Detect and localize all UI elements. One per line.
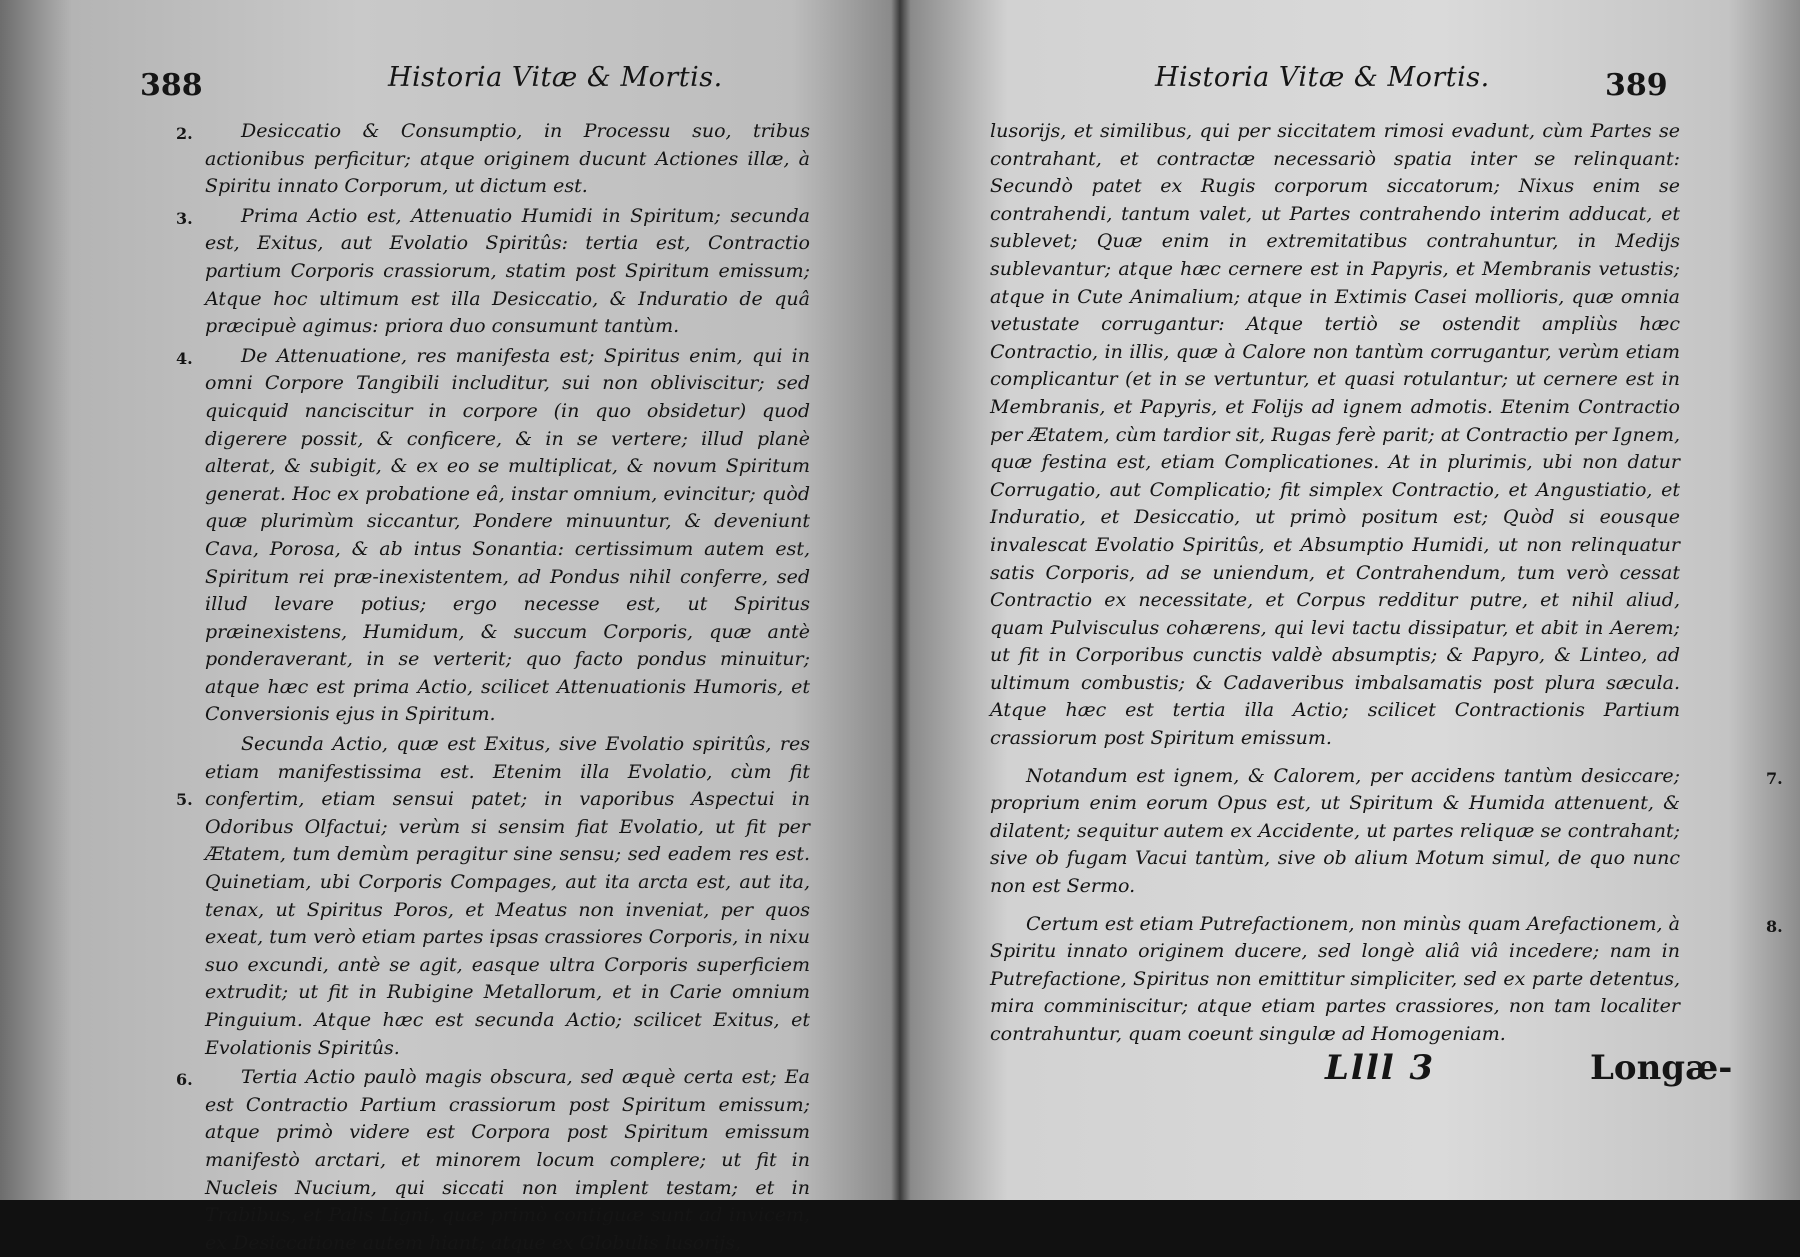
margin-number: 2. xyxy=(176,124,193,143)
margin-number: 4. xyxy=(176,348,193,368)
left-page xyxy=(0,0,895,1254)
right-page xyxy=(905,0,1800,1200)
right-page-body xyxy=(990,118,1783,1049)
paragraph-text: Certum est etiam Putrefactionem, non minùs quam Arefactionem, à Spiritu innato originem ducere, sed longè aliâ viâ incedere; nam in Putrefactione, Spiritus non emittitur simpliciter, sed ex parte detentus, mira comminiscitur; atque etiam partes crassiores, non tam localiter contrahuntur, quam coeunt singulæ ad Homogeniam. xyxy=(990,912,1680,1045)
paragraph xyxy=(990,911,1783,1049)
paragraph-text: Desiccatio & Consumptio, in Processu suo, tribus actionibus perficitur; atque originem ducunt Actiones illæ, à Spiritu innato Corporum, ut dictum est. xyxy=(205,120,810,198)
paragraph xyxy=(176,731,810,1062)
margin-number: 3. xyxy=(176,208,193,228)
paragraph-text: De Attenuatione, res manifesta est; Spiritus enim, qui in omni Corpore Tangibili includitur, sui non obliviscitur; sed quicquid nanciscitur in corpore (in quo obsidetur) quod digerere possit, & conficere, & in se vertere; illud planè alterat, & subigit, & ex eo se multiplicat, & novum Spiritum generat. Hoc ex probatione eâ, instar omnium, evincitur; quòd quæ plurimùm siccantur, Pondere minuuntur, & deveniunt Cava, Porosa, & ab intus Sonantia: certissimum autem est, Spiritum rei præ-inexistentem, ad Pondus nihil conferre, sed illud levare potius; ergo necesse est, ut Spiritus præinexistens, Humidum, & succum Corporis, quæ antè ponderaverant, in se verterit; quo facto pondus minuitur; atque hæc est prima Actio, scilicet Attenuationis Humoris, et Conversionis ejus in Spiritum. xyxy=(205,344,810,726)
paragraph-text: Secunda Actio, quæ est Exitus, sive Evolatio spiritûs, res etiam manifestissima est. Etenim illa Evolatio, cùm fit confertim, etiam sensui patet; in vaporibus Aspectui in Odoribus Olfactui; verùm si sensim fiat Evolatio, ut fit per Ætatem, tum demùm peragitur sine sensu; sed eadem res est. Quinetiam, ubi Corporis Compages, aut ita arcta est, aut ita, tenax, ut Spiritus Poros, et Meatus non inveniat, per quos exeat, tum verò etiam partes ipsas crassiores Corporis, in nixu suo excundi, antè se agit, easque ultra Corporis superficiem extrudit; ut fit in Rubigine Metallorum, et in Carie omnium Pinguium. Atque hæc est secunda Actio; scilicet Exitus, et Evolationis Spiritûs. xyxy=(205,733,810,1059)
margin-number: 5. xyxy=(176,790,193,810)
page-number-left: 388 xyxy=(140,68,203,103)
paragraph xyxy=(990,118,1680,753)
paragraph xyxy=(176,343,810,729)
paragraph xyxy=(176,1064,810,1257)
margin-number: 7. xyxy=(1766,768,1783,788)
left-page-body xyxy=(176,118,810,1257)
running-header-right: Historia Vitæ & Mortis. xyxy=(1155,62,1490,93)
paragraph xyxy=(176,203,810,341)
paragraph xyxy=(990,763,1783,901)
margin-number: 8. xyxy=(1766,916,1783,936)
running-header-left: Historia Vitæ & Mortis. xyxy=(388,62,723,93)
signature-mark: Llll 3 xyxy=(1325,1048,1436,1088)
paragraph-text: Notandum est ignem, & Calorem, per accidens tantùm desiccare; proprium enim eorum Opus est, ut Spiritum & Humida attenuent, & dilatent; sequitur autem ex Accidente, ut partes reliquæ se contrahant; sive ob fugam Vacui tantùm, sive ob alium Motum simul, de quo nunc non est Sermo. xyxy=(990,764,1680,898)
catchword: Longæ- xyxy=(1590,1048,1733,1088)
paragraph xyxy=(176,118,810,201)
paragraph-text: lusorijs, et similibus, qui per siccitatem rimosi evadunt, cùm Partes se contrahant, et contractæ necessariò spatia inter se relinquant: Secundò patet ex Rugis corporum siccatorum; Nixus enim se contrahendi, tantum valet, ut Partes contrahendo interim adducat, et sublevet; Quæ enim in extremitatibus contrahuntur, in Medijs sublevantur; atque hæc cernere est in Papyris, et Membranis vetustis; atque in Cute Animalium; atque in Extimis Casei mollioris, quæ omnia vetustate corrugantur: Atque tertiò se ostendit ampliùs hæc Contractio, in illis, quæ à Calore non tantùm corrugantur, verùm etiam complicantur (et in se vertuntur, et quasi rotulantur; ut cernere est in Membranis, et Papyris, et Folijs ad ignem admotis. Etenim Contractio per Ætatem, cùm tardior sit, Rugas ferè parit; at Contractio per Ignem, quæ festina est, etiam Complicationes. At in plurimis, ubi non datur Corrugatio, aut Complicatio; fit simplex Contractio, et Angustiatio, et Induratio, et Desiccatio, ut primò positum est; Quòd si eousque invalescat Evolatio Spiritûs, et Absumptio Humidi, ut non relinquatur satis Corporis, ad se uniendum, et Contrahendum, tum verò cessat Contractio ex necessitate, et Corpus redditur putre, et nihil aliud, quam Pulvisculus cohærens, qui levi tactu dissipatur, et abit in Aerem; ut fit in Corporibus cunctis valdè absumptis; & Papyro, & Linteo, ad ultimum combustis; & Cadaveribus imbalsamatis post plura sæcula. Atque hæc est tertia illa Actio; scilicet Contractionis Partium crassiorum post Spiritum emissum. xyxy=(990,120,1680,750)
paragraph-text: Tertia Actio paulò magis obscura, sed æquè certa est; Ea est Contractio Partium crassiorum post Spiritum emissum; atque primò videre est Corpora post Spiritum emissum manifestò arctari, et minorem locum complere; ut fit in Nucleis Nucium, qui siccati non implent testam; et in Trabibus, et Palis Ligni, quæ primò contiguæ sunt ad invicem, ex Desiccatione autem hiant; atque ex Globulis lusorijs, xyxy=(205,1066,810,1254)
margin-number: 6. xyxy=(176,1070,193,1090)
paragraph-text: Prima Actio est, Attenuatio Humidi in Spiritum; secunda est, Exitus, aut Evolatio Spiritûs: tertia est, Contractio partium Corporis crassiorum, statim post Spiritum emissum; Atque hoc ultimum est illa Desiccatio, & Induratio de quâ præcipuè agimus: priora duo consumunt tantùm. xyxy=(205,204,810,338)
page-number-right: 389 xyxy=(1605,68,1668,103)
